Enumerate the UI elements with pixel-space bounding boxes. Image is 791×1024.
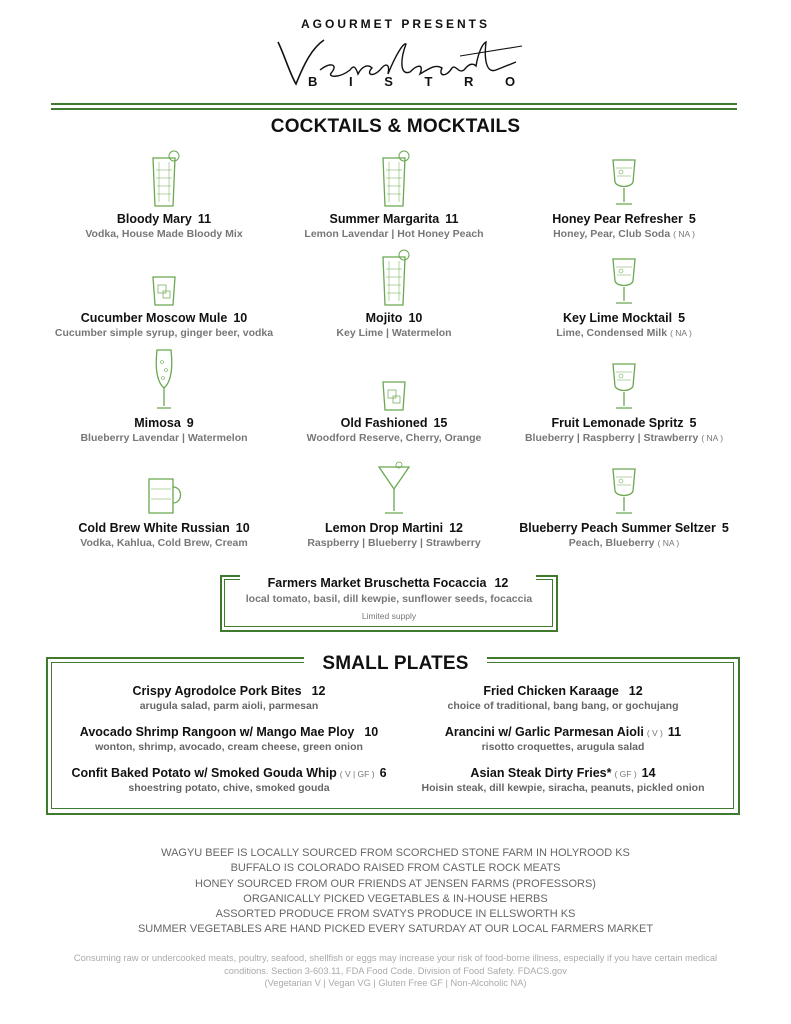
sourcing-line: ORGANICALLY PICKED VEGETABLES & IN-HOUSE HERBS <box>243 892 548 905</box>
plate-name-line <box>69 684 389 698</box>
cocktail-desc: Lemon Lavendar | Hot Honey Peach <box>304 228 484 240</box>
highball-glass-icon <box>147 150 181 208</box>
sourcing-notes <box>0 846 791 938</box>
martini-glass-icon <box>377 461 411 517</box>
cocktail-item <box>279 416 509 444</box>
cocktail-price: 5 <box>678 311 686 325</box>
cocktail-item <box>509 416 739 444</box>
cocktail-desc-line <box>279 537 509 549</box>
cocktail-item <box>509 212 739 240</box>
cocktail-desc: Vodka, House Made Bloody Mix <box>85 228 243 240</box>
cocktail-item <box>279 311 509 339</box>
sourcing-line: WAGYU BEEF IS LOCALLY SOURCED FROM SCORCHED STONE FARM IN HOLYROOD KS <box>161 847 630 859</box>
cocktail-name: Key Lime Mocktail <box>562 311 673 325</box>
legal-line: Consuming raw or undercooked meats, poultry, seafood, shellfish or eggs may increase your risk of food-borne illness, especially if you have certain medical <box>73 953 718 963</box>
cocktail-desc: Blueberry Lavendar | Watermelon <box>80 432 248 444</box>
plate-name: Crispy Agrodolce Pork Bites <box>132 684 302 698</box>
goblet-glass-icon <box>609 257 639 307</box>
plate-desc: Hoisin steak, dill kewpie, siracha, peanuts, pickled onion <box>421 782 705 794</box>
plate-desc: choice of traditional, bang bang, or gochujang <box>447 700 679 712</box>
plate-desc: risotto croquettes, arugula salad <box>481 741 645 753</box>
cocktail-name-line <box>49 311 279 325</box>
cocktail-name-line <box>279 521 509 535</box>
goblet-glass-icon <box>609 158 639 208</box>
plate-name: Fried Chicken Karaage <box>483 684 619 698</box>
presents-text: AGOURMET PRESENTS <box>300 17 490 31</box>
cocktail-price: 5 <box>688 212 696 226</box>
plate-name-line <box>403 725 723 739</box>
verdant-bistro-logo <box>260 34 530 96</box>
cocktail-desc-line <box>509 228 739 240</box>
plate-name: Avocado Shrimp Rangoon w/ Mango Mae Ploy <box>79 725 355 739</box>
na-tag: ( NA ) <box>673 229 695 239</box>
plate-price: 6 <box>379 766 387 780</box>
small-plate-item <box>403 725 723 753</box>
cocktail-item <box>509 521 739 549</box>
legal-notice <box>40 952 751 990</box>
goblet-glass-icon <box>609 467 639 517</box>
cocktail-name-line <box>509 521 739 535</box>
cocktail-name: Bloody Mary <box>116 212 192 226</box>
cocktail-price: 11 <box>197 212 212 226</box>
plate-price: 14 <box>641 766 656 780</box>
cocktail-item <box>279 212 509 240</box>
cocktail-item <box>509 311 739 339</box>
logo-bistro-text: B I S T R O <box>308 74 530 89</box>
cocktails-title: COCKTAILS & MOCKTAILS <box>270 116 521 137</box>
cocktail-desc-line <box>509 537 739 549</box>
plate-name-line <box>69 766 389 780</box>
header-rule-bottom <box>51 108 737 110</box>
cocktail-item <box>49 521 279 549</box>
cocktail-price: 10 <box>408 311 423 325</box>
plate-name: Confit Baked Potato w/ Smoked Gouda Whip <box>71 766 337 780</box>
small-plate-item <box>69 725 389 753</box>
cocktail-desc-line <box>279 228 509 240</box>
feature-name: Farmers Market Bruschetta Focaccia <box>267 576 487 590</box>
small-plate-item <box>69 766 389 794</box>
plate-price: 12 <box>311 684 326 698</box>
cocktail-item <box>49 416 279 444</box>
cocktail-name-line <box>279 311 509 325</box>
cocktail-desc: Raspberry | Blueberry | Strawberry <box>307 537 481 549</box>
cocktail-name-line <box>49 212 279 226</box>
cocktail-price: 11 <box>445 212 459 226</box>
cocktail-name-line <box>509 416 739 430</box>
diet-tag: ( V | GF ) <box>339 769 375 779</box>
cocktail-name: Honey Pear Refresher <box>552 212 683 226</box>
cocktail-desc: Peach, Blueberry <box>568 537 655 549</box>
cocktail-desc-line <box>279 432 509 444</box>
small-plates-title: SMALL PLATES <box>304 653 487 675</box>
cocktail-desc: Key Lime | Watermelon <box>336 327 452 339</box>
cocktail-desc-line <box>49 228 279 240</box>
sourcing-line: BUFFALO IS COLORADO RAISED FROM CASTLE ROCK MEATS <box>230 862 561 875</box>
cocktail-name-line <box>509 311 739 325</box>
goblet-glass-icon <box>609 362 639 412</box>
plate-name-line <box>69 725 389 739</box>
cocktail-name: Mojito <box>365 311 403 325</box>
cocktail-name: Lemon Drop Martini <box>325 521 444 535</box>
cocktail-name: Cucumber Moscow Mule <box>80 311 228 325</box>
highball-glass-icon <box>377 150 411 208</box>
cocktail-price: 15 <box>433 416 448 430</box>
cocktail-name: Fruit Lemonade Spritz <box>551 416 684 430</box>
diet-tag: ( V ) <box>646 728 663 738</box>
cocktail-name-line <box>509 212 739 226</box>
sourcing-line: SUMMER VEGETABLES ARE HAND PICKED EVERY SATURDAY AT OUR LOCAL FARMERS MARKET <box>137 923 654 936</box>
small-plate-item <box>69 684 389 712</box>
plate-price: 11 <box>667 725 682 739</box>
na-tag: ( NA ) <box>657 538 680 548</box>
cocktail-name: Mimosa <box>134 416 181 430</box>
header-rule-top <box>51 103 737 105</box>
feature-heading <box>240 574 536 592</box>
na-tag: ( NA ) <box>670 328 692 338</box>
cocktail-desc: Cucumber simple syrup, ginger beer, vodka <box>54 327 274 339</box>
cocktail-desc-line <box>49 537 279 549</box>
plate-name: Arancini w/ Garlic Parmesan Aioli <box>444 725 644 739</box>
plate-price: 12 <box>628 684 643 698</box>
diet-tag: ( GF ) <box>614 769 637 779</box>
cocktail-name: Summer Margarita <box>329 212 440 226</box>
cocktail-name: Old Fashioned <box>340 416 428 430</box>
cocktail-desc-line <box>49 327 279 339</box>
cocktail-price: 10 <box>235 521 250 535</box>
rocks-glass-icon <box>151 275 177 307</box>
legal-line: (Vegetarian V | Vegan VG | Gluten Free GF | Non-Alcoholic NA) <box>264 978 527 988</box>
legal-line: conditions. Section 3-603.11, FDA Food Code. Division of Food Safety. FDACS.gov <box>224 965 567 976</box>
feature-desc: local tomato, basil, dill kewpie, sunflower seeds, focaccia <box>245 593 533 605</box>
cocktail-price: 5 <box>721 521 729 535</box>
cocktail-price: 12 <box>449 521 463 535</box>
cocktail-desc-line <box>509 432 739 444</box>
mug-glass-icon <box>145 475 183 517</box>
cocktail-item <box>279 521 509 549</box>
plate-desc: wonton, shrimp, avocado, cream cheese, green onion <box>95 741 363 753</box>
plate-desc: shoestring potato, chive, smoked gouda <box>128 782 330 794</box>
highball-glass-icon <box>377 249 411 307</box>
feature-price: 12 <box>494 576 509 590</box>
sourcing-line: HONEY SOURCED FROM OUR FRIENDS AT JENSEN FARMS (PROFESSORS) <box>195 877 596 890</box>
cocktail-item <box>49 212 279 240</box>
cocktail-desc: Woodford Reserve, Cherry, Orange <box>306 432 482 444</box>
cocktail-desc-line <box>49 432 279 444</box>
feature-note: Limited supply <box>361 611 417 621</box>
cocktail-price: 9 <box>186 416 194 430</box>
cocktail-name-line <box>49 521 279 535</box>
na-tag: ( NA ) <box>701 433 724 443</box>
plate-price: 10 <box>364 725 379 739</box>
cocktail-desc-line <box>279 327 509 339</box>
cocktail-name-line <box>49 416 279 430</box>
small-plate-item <box>403 766 723 794</box>
cocktail-name-line <box>279 416 509 430</box>
plate-name-line <box>403 766 723 780</box>
cocktail-price: 5 <box>689 416 697 430</box>
cocktail-name-line <box>279 212 509 226</box>
cocktail-name: Cold Brew White Russian <box>78 521 230 535</box>
sourcing-line: ASSORTED PRODUCE FROM SVATYS PRODUCE IN ELLSWORTH KS <box>215 908 576 921</box>
cocktail-desc: Honey, Pear, Club Soda <box>553 228 671 240</box>
plate-desc: arugula salad, parm aioli, parmesan <box>139 700 319 712</box>
flute-glass-icon <box>153 348 175 412</box>
cocktail-desc: Lime, Condensed Milk <box>556 327 668 339</box>
cocktail-item <box>49 311 279 339</box>
cocktail-desc-line <box>509 327 739 339</box>
cocktail-price: 10 <box>233 311 248 325</box>
cocktail-desc: Vodka, Kahlua, Cold Brew, Cream <box>80 537 248 549</box>
plate-name-line <box>403 684 723 698</box>
cocktail-desc: Blueberry | Raspberry | Strawberry <box>524 432 699 444</box>
cocktail-name: Blueberry Peach Summer Seltzer <box>519 521 716 535</box>
small-plate-item <box>403 684 723 712</box>
plate-name: Asian Steak Dirty Fries* <box>470 766 612 780</box>
rocks-glass-icon <box>381 380 407 412</box>
